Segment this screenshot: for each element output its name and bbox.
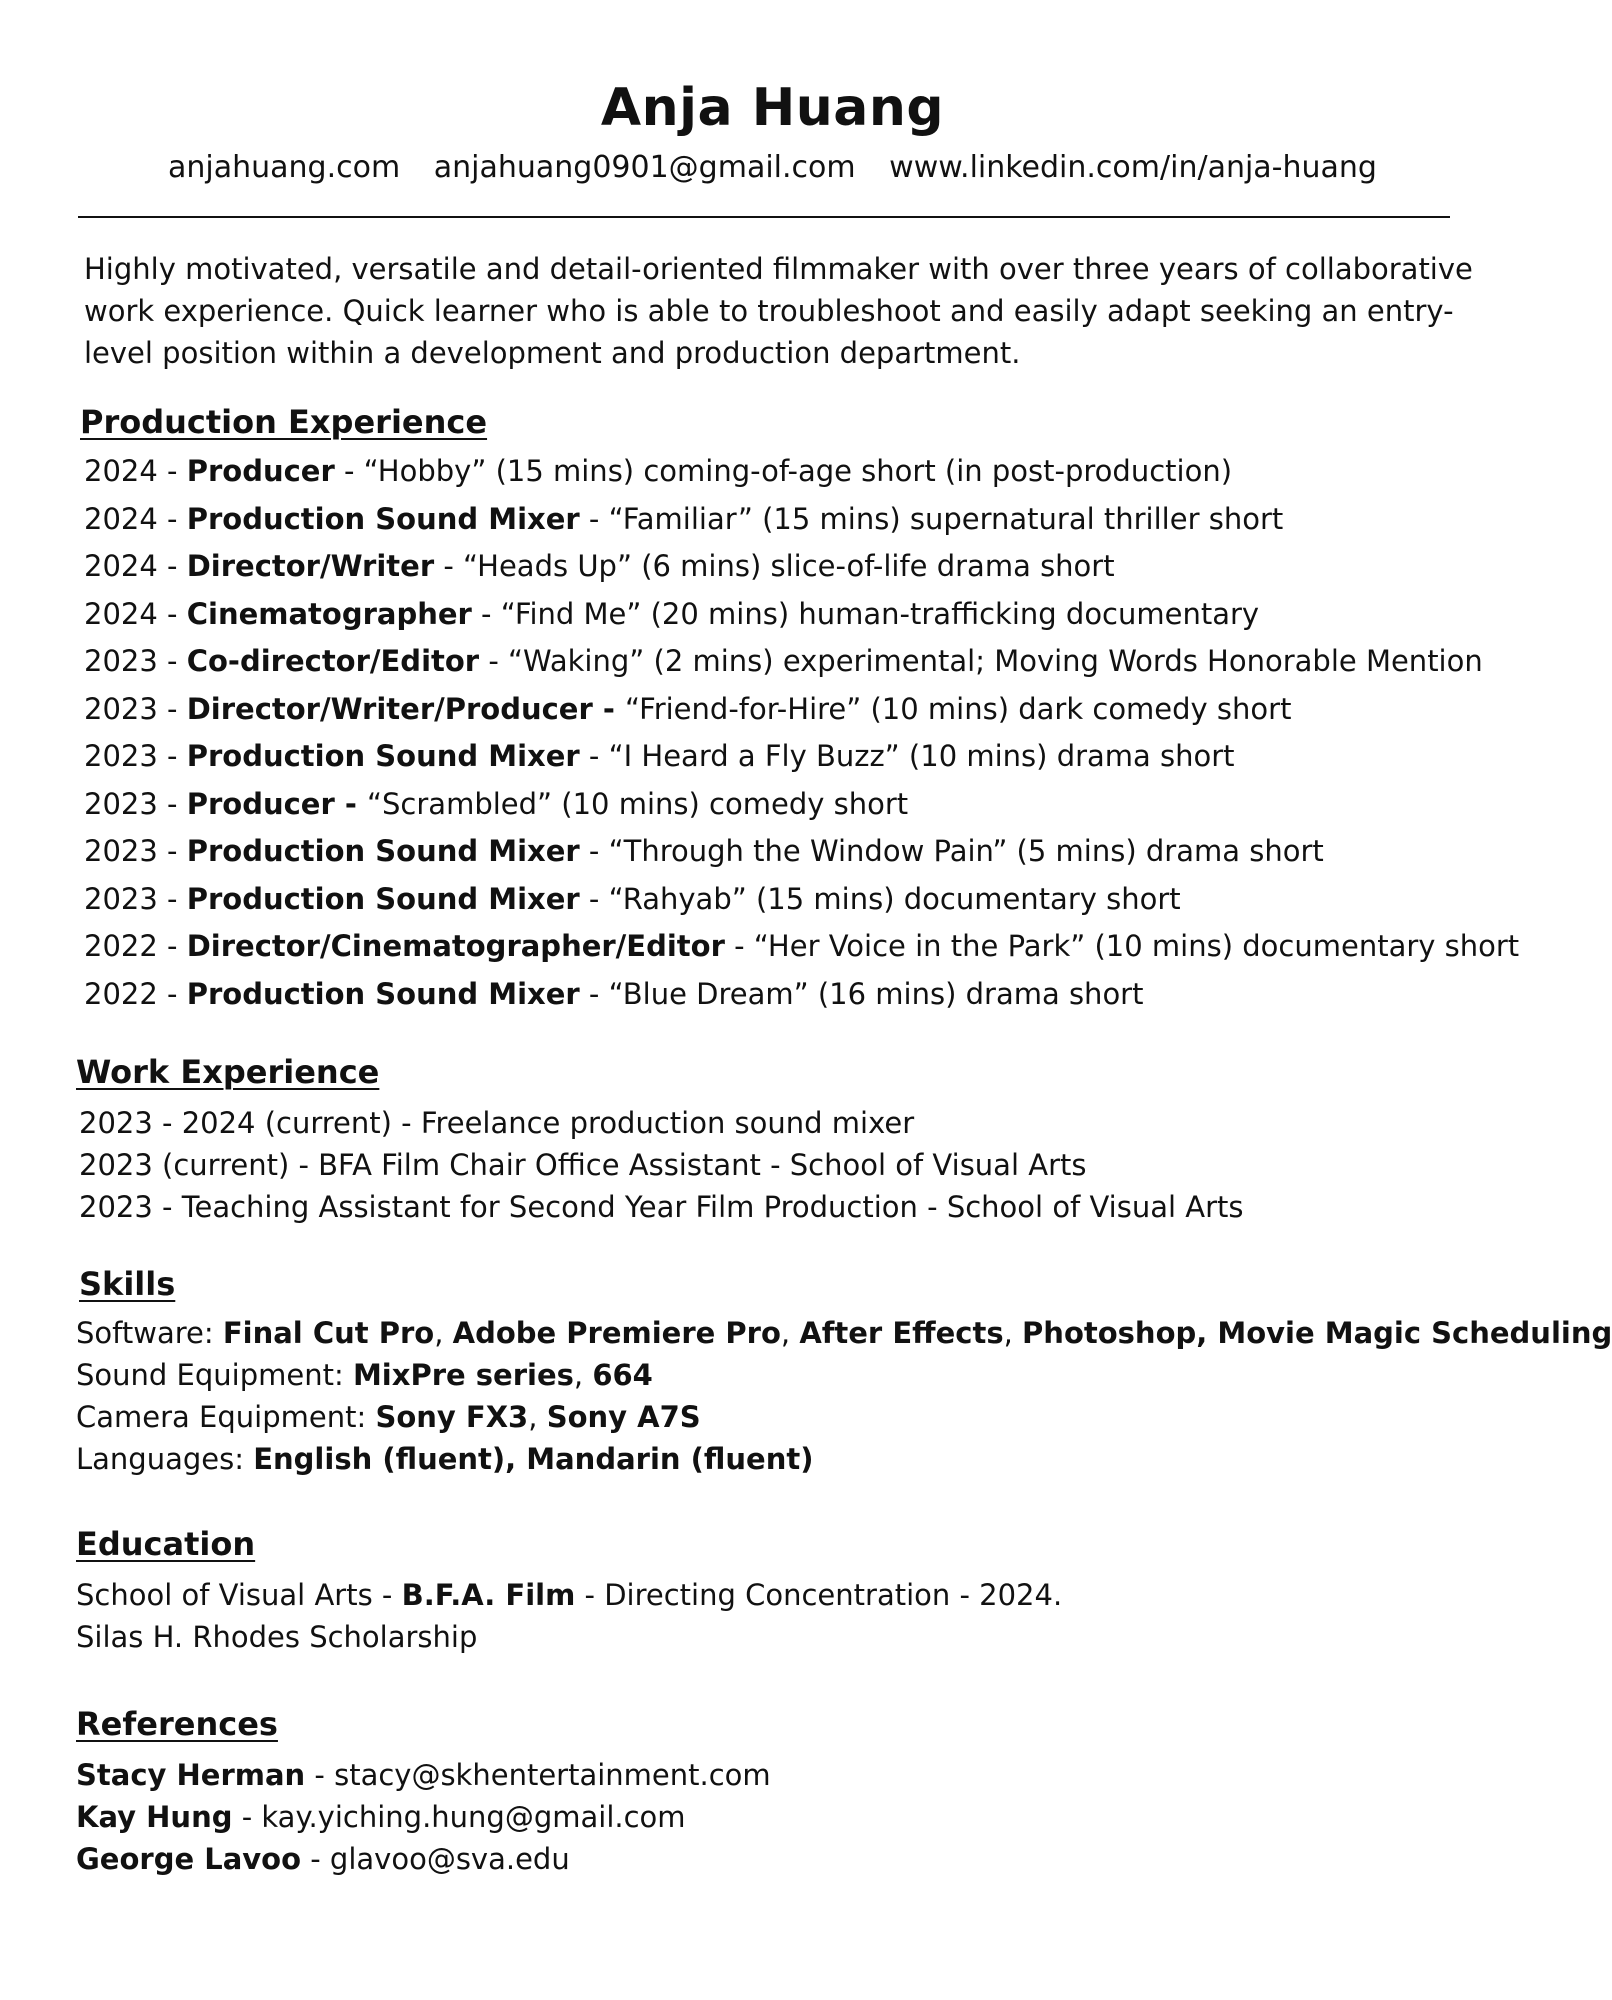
references-heading: References xyxy=(76,1705,278,1743)
production-role: Director/Writer/Producer - xyxy=(186,691,625,726)
work-list xyxy=(79,1102,1496,1228)
production-item xyxy=(84,638,1496,686)
production-role: Director/Writer xyxy=(186,549,435,583)
software-label: Software: xyxy=(76,1316,223,1350)
production-item xyxy=(84,781,1496,829)
languages-skills xyxy=(76,1438,1496,1480)
production-year: 2024 - xyxy=(84,454,187,488)
resume-name: Anja Huang xyxy=(600,78,945,138)
degree-name: B.F.A. Film xyxy=(401,1578,576,1612)
production-role: Production Sound Mixer xyxy=(186,881,580,916)
production-experience-heading: Production Experience xyxy=(80,403,488,441)
reference-item xyxy=(76,1838,1496,1880)
production-item xyxy=(84,686,1496,734)
reference-contact: - kay.yiching.hung@gmail.com xyxy=(232,1800,686,1834)
production-year: 2023 - xyxy=(84,786,187,821)
production-detail: - “Her Voice in the Park” (10 mins) documentary short xyxy=(724,929,1520,963)
reference-contact: - stacy@skhentertainment.com xyxy=(305,1758,771,1792)
degree-detail: - Directing Concentration - 2024. xyxy=(575,1578,1063,1612)
reference-item xyxy=(76,1754,1496,1796)
production-year: 2023 - xyxy=(84,834,187,868)
reference-item xyxy=(76,1796,1496,1838)
production-experience-section xyxy=(76,400,1520,1018)
camera-item: Sony A7S xyxy=(546,1400,701,1434)
software-item: Final Cut Pro xyxy=(222,1316,435,1350)
production-year: 2023 - xyxy=(84,644,187,678)
skills-section xyxy=(76,1262,1612,1480)
production-detail: - “Hobby” (15 mins) coming-of-age short (in post-production) xyxy=(334,454,1233,488)
production-year: 2024 - xyxy=(84,549,187,583)
production-item xyxy=(84,971,1496,1019)
production-year: 2024 - xyxy=(84,596,187,631)
production-item xyxy=(84,733,1496,781)
sound-item: MixPre series xyxy=(352,1358,574,1392)
education-list xyxy=(76,1574,1496,1658)
production-role: Production Sound Mixer xyxy=(186,834,580,868)
production-role: Producer - xyxy=(186,786,367,821)
production-item xyxy=(84,923,1520,971)
production-year: 2022 - xyxy=(84,929,187,963)
production-detail: - “I Heard a Fly Buzz” (10 mins) drama short xyxy=(579,739,1235,773)
summary-paragraph: Highly motivated, versatile and detail-oriented filmmaker with over three years of collaborative work experience. Quick learner who is able to troubleshoot and easily adapt seeking an entry-level position within a development and production department. xyxy=(84,252,1473,370)
sound-item: 664 xyxy=(592,1358,653,1392)
school-name: School of Visual Arts - xyxy=(76,1578,402,1612)
languages-value: English (fluent), Mandarin (fluent) xyxy=(253,1442,814,1476)
production-role: Co-director/Editor xyxy=(186,644,480,678)
reference-name: Stacy Herman xyxy=(76,1758,306,1792)
production-item xyxy=(84,828,1496,876)
skills-list xyxy=(76,1312,1612,1480)
website-link[interactable]: anjahuang.com xyxy=(168,150,401,185)
camera-label: Camera Equipment: xyxy=(76,1400,376,1434)
production-item xyxy=(84,876,1496,924)
education-section xyxy=(76,1522,1496,1658)
production-detail: - “Find Me” (20 mins) human-trafficking documentary xyxy=(471,596,1260,631)
education-heading: Education xyxy=(76,1525,256,1563)
production-role: Production Sound Mixer xyxy=(186,739,580,773)
production-role: Cinematographer xyxy=(186,596,472,631)
production-item xyxy=(84,543,1496,591)
production-role: Production Sound Mixer xyxy=(186,976,580,1011)
sound-equipment-skills: Sound Equipment: MixPre series, 664 xyxy=(76,1358,653,1392)
production-detail: - “Heads Up” (6 mins) slice-of-life drama short xyxy=(434,549,1115,583)
production-year: 2023 - xyxy=(84,881,187,916)
sound-label: Sound Equipment: xyxy=(76,1358,353,1392)
production-role: Producer xyxy=(186,454,335,488)
camera-item: Sony FX3 xyxy=(375,1400,529,1434)
references-list xyxy=(76,1754,1496,1880)
scholarship-line: Silas H. Rhodes Scholarship xyxy=(76,1620,478,1654)
production-detail: “Scrambled” (10 mins) comedy short xyxy=(367,786,909,821)
production-year: 2023 - xyxy=(84,739,187,773)
linkedin-link[interactable]: www.linkedin.com/in/anja-huang xyxy=(889,150,1377,185)
software-item: Adobe Premiere Pro xyxy=(452,1316,781,1350)
references-section xyxy=(76,1702,1496,1880)
languages-label: Languages: xyxy=(76,1442,254,1476)
camera-equipment-skills: Camera Equipment: Sony FX3, Sony A7S xyxy=(76,1400,701,1434)
production-detail: - “Waking” (2 mins) experimental; Moving Words Honorable Mention xyxy=(479,644,1483,678)
reference-contact: - glavoo@sva.edu xyxy=(301,1842,570,1876)
contact-line xyxy=(0,150,1545,185)
production-detail: - “Blue Dream” (16 mins) drama short xyxy=(579,976,1144,1011)
work-item: 2023 - 2024 (current) - Freelance production sound mixer xyxy=(79,1106,915,1140)
production-detail: - “Through the Window Pain” (5 mins) drama short xyxy=(579,834,1324,868)
work-experience-heading: Work Experience xyxy=(76,1053,380,1091)
work-item: 2023 - Teaching Assistant for Second Year Film Production - School of Visual Arts xyxy=(79,1190,1244,1224)
production-detail: - “Rahyab” (15 mins) documentary short xyxy=(579,881,1181,916)
production-item xyxy=(84,448,1496,496)
production-year: 2022 - xyxy=(84,976,187,1011)
production-detail: “Friend-for-Hire” (10 mins) dark comedy short xyxy=(625,691,1292,726)
production-role: Director/Cinematographer/Editor xyxy=(186,929,725,963)
header-divider xyxy=(78,216,1450,218)
production-item xyxy=(84,591,1496,639)
skills-heading: Skills xyxy=(79,1265,176,1303)
software-item: Photoshop, Movie Magic Scheduling xyxy=(1022,1316,1612,1350)
production-detail: - “Familiar” (15 mins) supernatural thriller short xyxy=(579,501,1284,536)
production-role: Production Sound Mixer xyxy=(186,501,580,536)
production-year: 2023 - xyxy=(84,691,187,726)
education-degree-line xyxy=(76,1574,1496,1616)
production-list xyxy=(84,448,1520,1018)
software-item: After Effects xyxy=(799,1316,1004,1350)
work-experience-section xyxy=(76,1050,1496,1228)
reference-name: Kay Hung xyxy=(76,1800,233,1834)
reference-name: George Lavoo xyxy=(76,1842,302,1876)
production-item xyxy=(84,496,1496,544)
production-year: 2024 - xyxy=(84,501,187,536)
email-link[interactable]: anjahuang0901@gmail.com xyxy=(433,150,856,185)
work-item: 2023 (current) - BFA Film Chair Office Assistant - School of Visual Arts xyxy=(79,1148,1087,1182)
software-skills: Software: Final Cut Pro, Adobe Premiere Pro, After Effects, Photoshop, Movie Magic Scheduling xyxy=(76,1316,1612,1350)
